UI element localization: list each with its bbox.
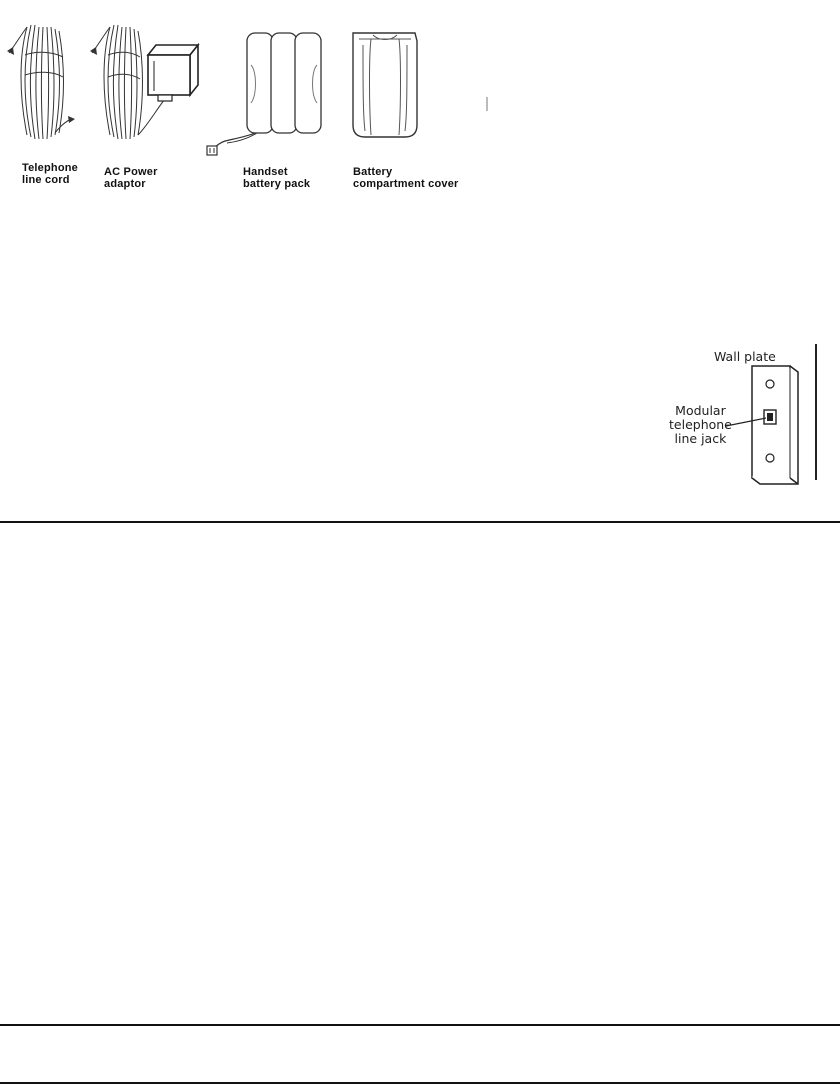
- handset-battery-pack-illustration: [205, 25, 330, 160]
- handset-battery-pack-caption: Handset battery pack: [243, 166, 311, 190]
- telephone-line-cord-caption: Telephone line cord: [22, 162, 78, 186]
- section-divider-1: [0, 521, 840, 523]
- ac-power-adaptor-caption: AC Power adaptor: [104, 166, 158, 190]
- battery-compartment-cover-caption: Battery compartment cover: [353, 166, 459, 190]
- battery-compartment-cover-illustration: [345, 25, 490, 150]
- ac-power-adaptor-illustration: [88, 15, 203, 155]
- telephone-line-cord-illustration: [5, 15, 85, 155]
- wall-plate-label: Wall plate: [714, 349, 776, 364]
- section-divider-3: [0, 1082, 840, 1084]
- modular-jack-label: Modular telephone line jack: [669, 403, 732, 446]
- section-divider-2: [0, 1024, 840, 1026]
